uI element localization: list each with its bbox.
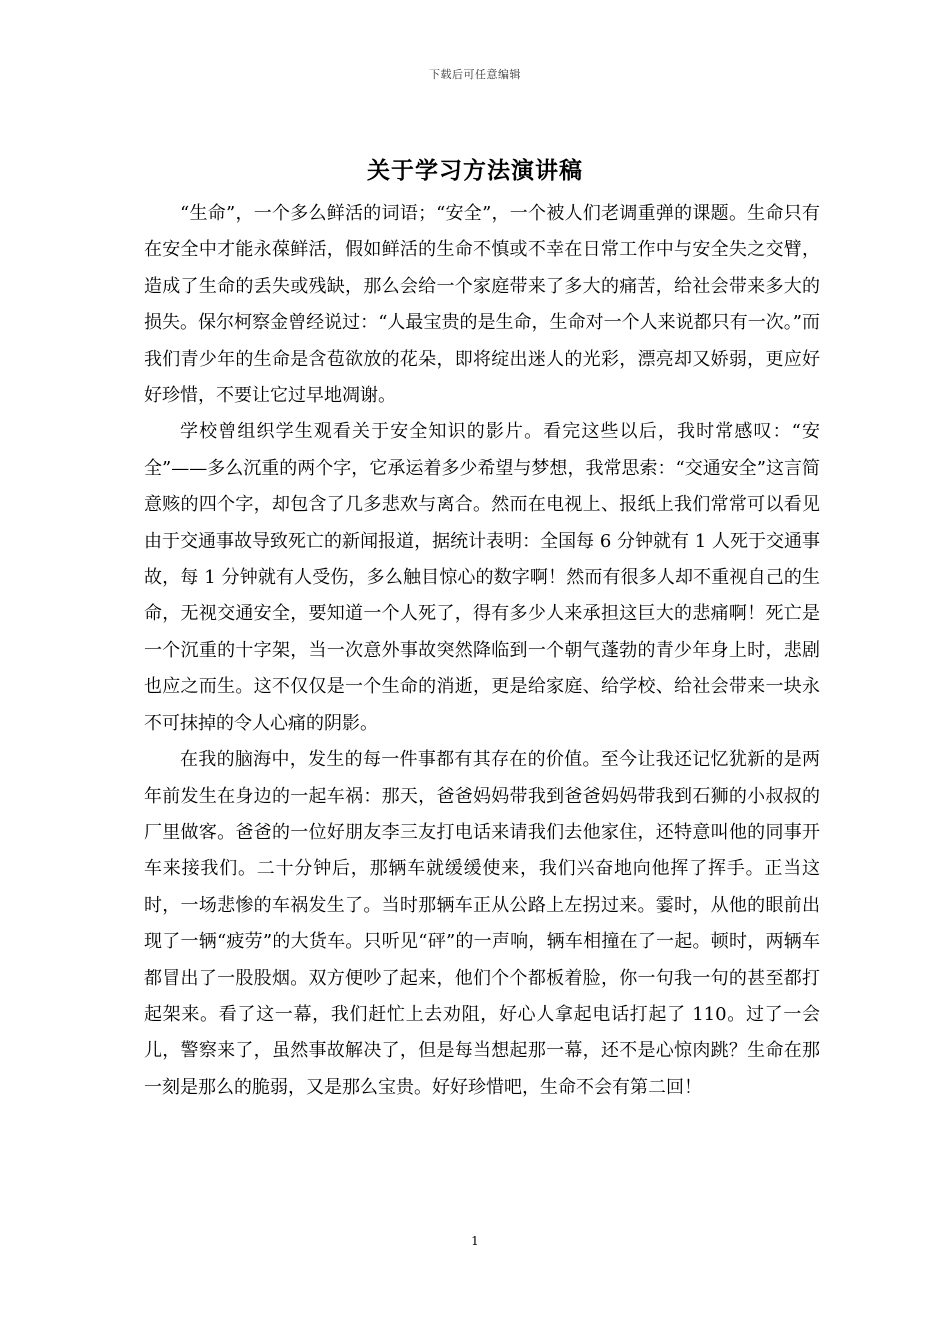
page-number: 1	[471, 1234, 479, 1248]
paragraph-3: 在我的脑海中，发生的每一件事都有其存在的价值。至今让我还记忆犹新的是两年前发生在身边的一起车祸：那天，爸爸妈妈带我到爸爸妈妈带我到石狮的小叔叔的厂里做客。爸爸的一位好朋友李三友打电话来请我们去他家住，还特意叫他的同事开车来接我们。二十分钟后，那辆车就缓缓使来，我们兴奋地向他挥了挥手。正当这时，一场悲惨的车祸发生了。当时那辆车正从公路上左拐过来。霎时，从他的眼前出现了一辆“疲劳”的大货车。只听见“砰”的一声响，辆车相撞在了一起。顿时，两辆车都冒出了一股股烟。双方便吵了起来，他们个个都板着脸，你一句我一句的甚至都打起架来。看了这一幕，我们赶忙上去劝阻，好心人拿起电话打起了 110。过了一会儿，警察来了，虽然事故解决了，但是每当想起那一幕，还不是心惊肉跳？生命在那一刻是那么的脆弱，又是那么宝贵。好好珍惜吧，生命不会有第二回！	[144, 749, 820, 1098]
document-title: 关于学习方法演讲稿	[367, 157, 583, 184]
header-note: 下载后可任意编辑	[429, 68, 521, 81]
paragraph-2: 学校曾组织学生观看关于安全知识的影片。看完这些以后，我时常感叹：“安全”——多么沉重的两个字，它承运着多少希望与梦想，我常思索：“交通安全”这言简意赅的四个字，却包含了几多悲欢与离合。然而在电视上、报纸上我们常常可以看见由于交通事故导致死亡的新闻报道，据统计表明：全国每 6 分钟就有 1 人死于交通事故，每 1 分钟就有人受伤，多么触目惊心的数字啊！然而有很多人却不重视自己的生命，无视交通安全，要知道一个人死了，得有多少人来承担这巨大的悲痛啊！死亡是一个沉重的十字架，当一次意外事故突然降临到一个朝气蓬勃的青少年身上时，悲剧也应之而生。这不仅仅是一个生命的消逝，更是给家庭、给学校、给社会带来一块永不可抹掉的令人心痛的阴影。	[144, 421, 820, 734]
paragraph-1: “生命”，一个多么鲜活的词语；“安全”，一个被人们老调重弹的课题。生命只有在安全中才能永葆鲜活，假如鲜活的生命不慎或不幸在日常工作中与安全失之交臂，造成了生命的丢失或残缺，那么会给一个家庭带来了多大的痛苦，给社会带来多大的损失。保尔柯察金曾经说过：“人最宝贵的是生命，生命对一个人来说都只有一次。”而我们青少年的生命是含苞欲放的花朵，即将绽出迷人的光彩，漂亮却又娇弱，更应好好珍惜，不要让它过早地凋谢。	[144, 203, 820, 407]
document-body	[144, 196, 820, 1106]
